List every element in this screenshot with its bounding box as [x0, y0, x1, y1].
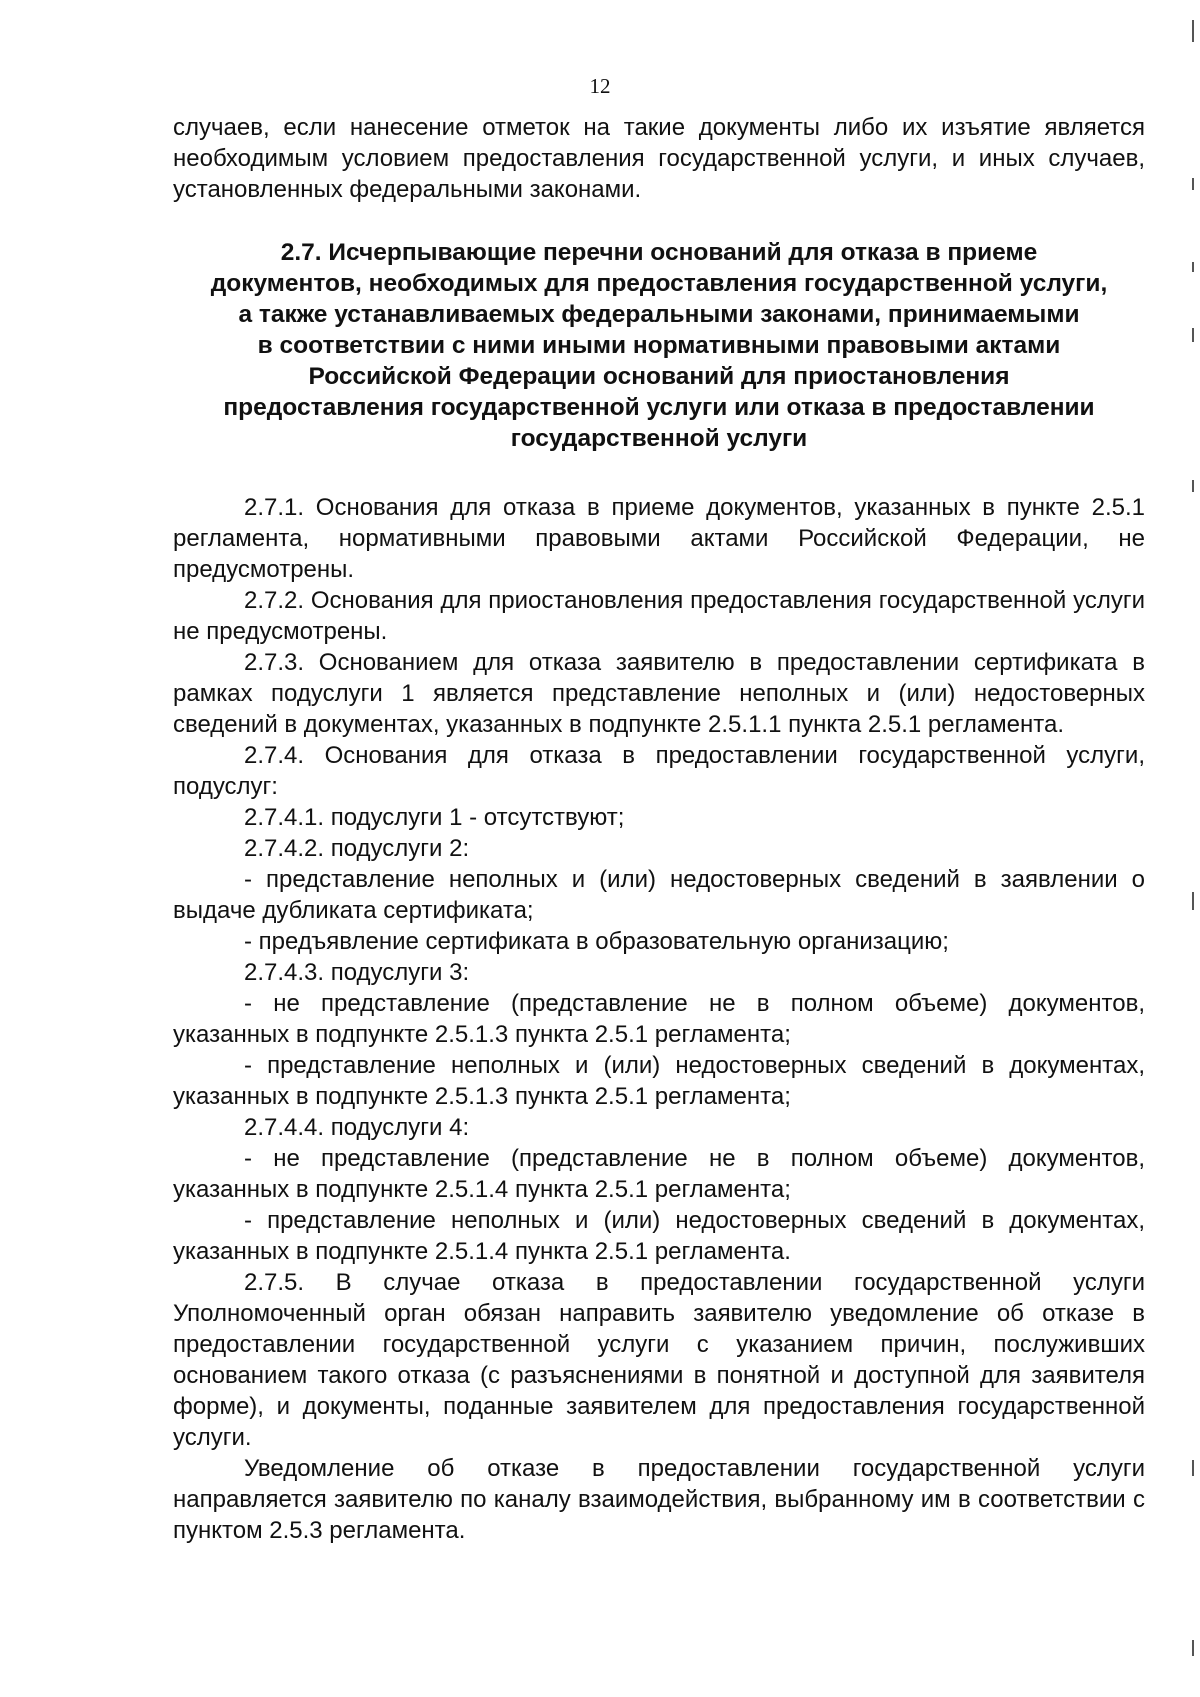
section-heading	[173, 237, 1145, 454]
list-item: - предъявление сертификата в образовательную организацию;	[244, 928, 949, 955]
scan-edge-mark	[1192, 480, 1194, 492]
list-item: - не представление (представление не в полном объеме) документов, указанных в подпункте 2.5.1.4 пункта 2.5.1 регламента;	[173, 1145, 1145, 1203]
list-item: - не представление (представление не в полном объеме) документов, указанных в подпункте 2.5.1.3 пункта 2.5.1 регламента;	[173, 990, 1145, 1048]
paragraph-2-7-4-3: 2.7.4.3. подуслуги 3:	[244, 959, 470, 986]
paragraph-2-7-4-1: 2.7.4.1. подуслуги 1 - отсутствуют;	[244, 804, 625, 831]
heading-line: а также устанавливаемых федеральными законами, принимаемыми	[238, 301, 1080, 328]
scan-edge-mark	[1192, 178, 1194, 190]
heading-line: государственной услуги	[510, 425, 808, 452]
page-content	[173, 112, 1145, 1546]
heading-line: предоставления государственной услуги или отказа в предоставлении	[223, 394, 1095, 421]
heading-line: в соответствии с ними иными нормативными правовыми актами	[257, 332, 1061, 359]
scan-edge-mark	[1192, 1460, 1194, 1476]
scan-edge-mark	[1192, 1640, 1194, 1656]
paragraph-2-7-5: 2.7.5. В случае отказа в предоставлении государственной услуги Уполномоченный орган обязан направить заявителю уведомление об отказе в предоставлении государственной услуги с указанием причин, послуживших основанием такого отказа (с разъяснениями в понятной и доступной для заявителя форме), и документы, поданные заявителем для предоставления государственной услуги.	[173, 1269, 1145, 1451]
paragraph-2-7-3: 2.7.3. Основанием для отказа заявителю в предоставлении сертификата в рамках подуслуги 1 является представление неполных и (или) недостоверных сведений в документах, указанных в подпункте 2.5.1.1 пункта 2.5.1 регламента.	[173, 649, 1145, 738]
intro-paragraph: случаев, если нанесение отметок на такие документы либо их изъятие является необходимым условием предоставления государственной услуги, и иных случаев, установленных федеральными законами.	[173, 114, 1145, 203]
paragraph-2-7-4-4: 2.7.4.4. подуслуги 4:	[244, 1114, 470, 1141]
list-item: - представление неполных и (или) недостоверных сведений в заявлении о выдаче дубликата сертификата;	[173, 866, 1145, 924]
scan-edge-mark	[1192, 328, 1194, 342]
scan-edge-mark	[1192, 892, 1194, 910]
page-number: 12	[589, 74, 611, 98]
scan-edge-mark	[1192, 262, 1194, 272]
paragraph-2-7-1: 2.7.1. Основания для отказа в приеме документов, указанных в пункте 2.5.1 регламента, нормативными правовыми актами Российской Федерации, не предусмотрены.	[173, 494, 1145, 583]
heading-line: 2.7. Исчерпывающие перечни оснований для отказа в приеме	[280, 239, 1038, 266]
heading-line: документов, необходимых для предоставления государственной услуги,	[210, 270, 1108, 297]
scan-edge-mark	[1192, 20, 1194, 42]
paragraph-2-7-4-2: 2.7.4.2. подуслуги 2:	[244, 835, 470, 862]
list-item: - представление неполных и (или) недостоверных сведений в документах, указанных в подпункте 2.5.1.4 пункта 2.5.1 регламента.	[173, 1207, 1145, 1265]
paragraph-2-7-4: 2.7.4. Основания для отказа в предоставлении государственной услуги, подуслуг:	[173, 742, 1145, 800]
paragraph-2-7-2: 2.7.2. Основания для приостановления предоставления государственной услуги не предусмотрены.	[173, 587, 1145, 645]
heading-line: Российской Федерации оснований для приостановления	[308, 363, 1010, 390]
list-item: - представление неполных и (или) недостоверных сведений в документах, указанных в подпункте 2.5.1.3 пункта 2.5.1 регламента;	[173, 1052, 1145, 1110]
notification-paragraph: Уведомление об отказе в предоставлении государственной услуги направляется заявителю по каналу взаимодействия, выбранному им в соответствии с пунктом 2.5.3 регламента.	[173, 1455, 1145, 1544]
